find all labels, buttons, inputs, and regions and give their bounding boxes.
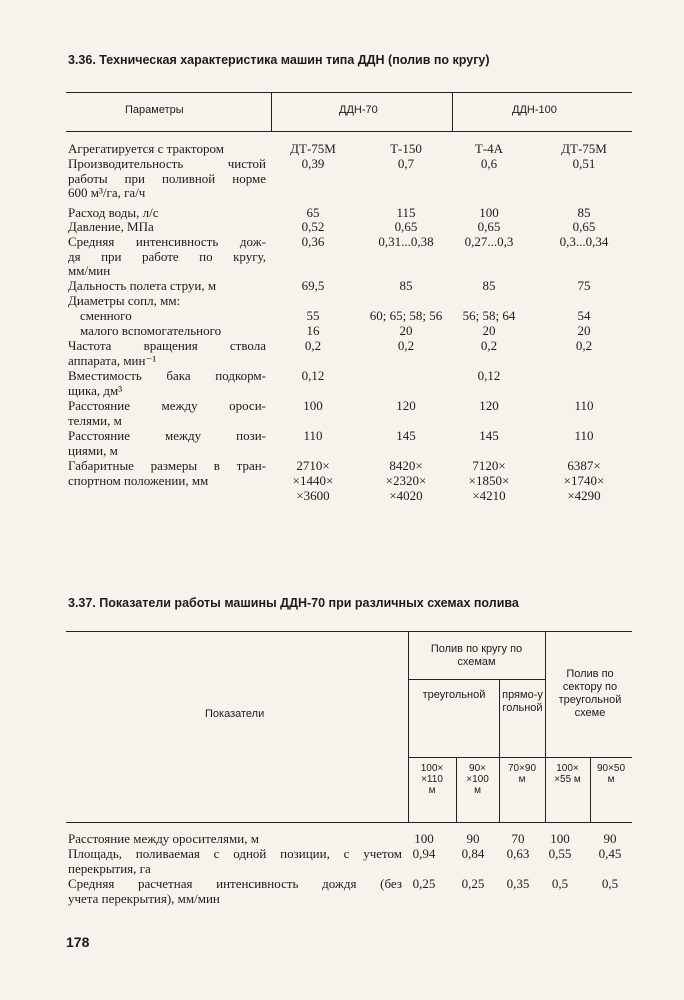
row-label: Средняя расчетная интенсивность дождя (без [68,876,402,891]
row-value: ДТ-75М [561,141,607,156]
row-label: Расстояние между пози- [68,428,266,443]
table2-sector-header: Полив по сектору по треугольной схеме [558,668,622,719]
row-value: 60; 65; 58; 56 [369,308,443,323]
row-value: 0,52 [301,219,325,234]
row-label: 600 м³/га, га/ч [68,185,146,200]
row-value: 56; 58; 64 [462,308,516,323]
row-value: 7120× [472,458,506,473]
row-value: 0,5 [601,876,619,891]
row-label: дя при работе по кругу, [68,248,266,264]
row-label: Давление, МПа [68,219,154,234]
row-value: 0,94 [412,846,436,861]
row-label: аппарата, мин⁻¹ [68,352,157,368]
row-value: 0,55 [548,846,572,861]
row-label: телями, м [68,412,122,428]
scheme-header-line: 70×90 [507,763,537,774]
row-value: 6387× [567,458,601,473]
row-value: 120 [479,398,499,413]
row-value: 75 [577,278,591,293]
row-value: 0,39 [301,156,325,171]
row-value: 0,12 [301,368,325,383]
scheme-header-line: 100× [556,763,579,774]
scheme-header-line: м [428,785,436,796]
page-number: 178 [66,934,90,950]
scheme-header-line: 100× [420,763,444,774]
row-value: ×1440× [292,473,334,488]
table1-header-rule [66,131,632,132]
row-value: 100 [414,831,434,846]
row-label: Габаритные размеры в тран- [68,458,266,473]
row-value: 0,35 [506,876,530,891]
row-value: ×1740× [563,473,605,488]
table2-circle-rule [408,679,545,680]
row-label: работы при поливной норме [68,170,266,186]
table1-ddn70-header: ДДН-70 [339,104,378,116]
table2-rect-header: прямо-угольной [502,689,543,714]
row-value: 20 [577,323,591,338]
row-value: Т-4А [474,141,504,156]
row-value: 85 [577,205,591,220]
table2-top-rule [66,631,632,632]
row-label: Дальность полета струи, м [68,278,217,293]
row-value: 0,12 [477,368,501,383]
row-value: 70 [511,831,525,846]
row-value: ×4210 [472,488,506,503]
row-label: Площадь, поливаемая с одной позиции, с учетом [68,846,402,861]
row-value: 115 [396,205,416,220]
row-value: 54 [577,308,591,323]
row-value: ×1850× [468,473,510,488]
scheme-header-line: м [607,774,615,785]
row-value: ×4020 [389,488,423,503]
table2-bottom-rule [66,822,632,823]
table2-divider-b [545,631,546,822]
row-value: 90 [466,831,480,846]
row-label: спортном положении, мм [68,472,209,488]
row-label: малого вспомогательного [80,323,222,338]
row-value: 55 [306,308,320,323]
table1-header-divider-2 [452,92,453,131]
table2-scheme-rule [408,757,632,758]
row-label: Частота вращения ствола [68,338,266,353]
row-label: циями, м [68,442,118,458]
row-value: 0,45 [598,846,622,861]
row-value: 0,63 [506,846,530,861]
row-value: 20 [482,323,496,338]
row-label: мм/мин [68,263,111,278]
table2-divider-c [499,679,500,822]
row-label: Расход воды, л/с [68,205,159,220]
row-value: 65 [306,205,320,220]
table1-top-rule [66,92,632,93]
row-value: 2710× [296,458,330,473]
row-label: Расстояние между оросителями, м [68,831,259,846]
row-value: 0,31...0,38 [378,234,434,249]
row-value: 20 [399,323,413,338]
row-value: 145 [396,428,416,443]
row-value: 0,3...0,34 [559,234,609,249]
row-value: 0,51 [572,156,596,171]
scheme-header-line: ×100 [466,774,489,785]
scheme-header-line: м [474,785,481,796]
row-value: 110 [303,428,323,443]
row-value: 0,25 [412,876,436,891]
row-value: 0,84 [461,846,485,861]
row-value: 0,2 [575,338,593,353]
row-value: 0,25 [461,876,485,891]
row-value: 85 [482,278,496,293]
row-value: ДТ-75М [290,141,336,156]
row-label: Расстояние между ороси- [68,398,266,413]
row-label: щика, дм³ [68,382,123,398]
table1-ddn100-header: ДДН-100 [512,104,557,116]
row-value: 85 [399,278,413,293]
row-value: ×3600 [296,488,330,503]
row-label: Диаметры сопл, мм: [68,293,181,308]
row-value: 8420× [389,458,423,473]
row-value: 120 [396,398,416,413]
table1-title: 3.36. Техническая характеристика машин типа ДДН (полив по кругу) [68,53,490,67]
row-label: сменного [80,308,132,323]
scheme-header-line: 90×50 [596,763,626,774]
scheme-header [499,763,545,785]
row-value: 90 [603,831,617,846]
row-value: 0,6 [480,156,498,171]
row-value: 100 [303,398,323,413]
row-value: 0,65 [394,219,418,234]
row-value: 110 [574,398,594,413]
row-value: ×2320× [385,473,427,488]
scheme-header [456,763,499,796]
row-value: 0,65 [572,219,596,234]
row-value: 100 [479,205,499,220]
row-value: Т-150 [390,141,422,156]
row-value: 110 [574,428,594,443]
row-value: ×4290 [567,488,601,503]
row-value: 16 [306,323,320,338]
row-label: перекрытия, га [68,860,151,876]
table1-params-header: Параметры [125,104,184,116]
row-value: 69,5 [301,278,325,293]
scheme-header-line: м [518,774,526,785]
table2-circle-header: Полив по кругу по схемам [430,643,523,668]
row-value: 145 [479,428,499,443]
scheme-header-line: ×110 [421,774,443,785]
row-label: Производительность чистой [68,156,266,171]
row-label: Средняя интенсивность дож- [68,234,266,249]
row-value: 0,7 [397,156,415,171]
row-label: Вместимость бака подкорм- [68,368,266,383]
row-value: 0,2 [397,338,415,353]
scheme-header-line: ×55 м [554,774,581,785]
row-value: 0,2 [304,338,322,353]
scheme-header [408,763,456,796]
row-value: 0,36 [301,234,325,249]
row-value: 0,5 [551,876,569,891]
row-label: Агрегатируется с трактором [68,141,224,156]
scheme-header [545,763,590,785]
table2-triangular-header: треугольной [422,689,486,701]
row-label: учета перекрытия), мм/мин [68,890,220,906]
row-value: 100 [550,831,570,846]
scheme-header-line: 90× [469,763,486,774]
row-value: 0,2 [480,338,498,353]
table2-indicators-header: Показатели [205,708,265,720]
row-value: 0,65 [477,219,501,234]
row-value: 0,27...0,3 [464,234,514,249]
scheme-header [590,763,632,785]
table2-title: 3.37. Показатели работы машины ДДН-70 при различных схемах полива [68,596,519,610]
table1-header-divider-1 [271,92,272,131]
